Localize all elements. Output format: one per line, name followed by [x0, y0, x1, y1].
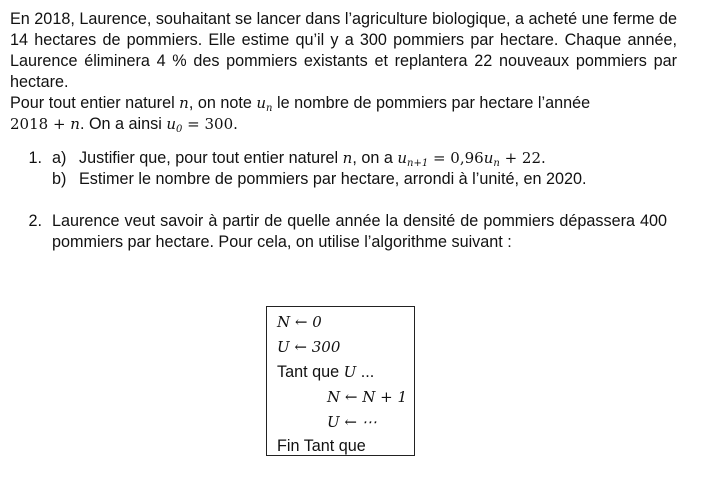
intro-paragraph: En 2018, Laurence, souhaitant se lancer dans l’agriculture biologique, a acheté une ferme de 14 hectares de pommiers. Elle estime qu’il y a 300 pommiers par hectare. Chaque année, Laurence éliminera 4 % des pommiers existants et replantera 22 nouveaux pommiers par hectare. Pour tout entier naturel n, on note $u_n$ le nombre de pommiers par hectare l’année 2018 + n. On a ainsi $u_0 = 300$.	[10, 10, 677, 135]
question-1a	[0, 148, 667, 169]
algo-line: Fin Tant que	[277, 437, 366, 455]
exercise-statement	[10, 9, 677, 135]
subquestion-letter: a)	[52, 149, 67, 167]
var-u-n: $u_n$	[256, 94, 273, 114]
algo-line: U ← 300	[277, 338, 341, 356]
question-2	[0, 211, 667, 253]
algo-line: N ← 0	[277, 313, 322, 331]
algo-line: N ← N + 1	[327, 388, 408, 406]
question-1a-text: Justifier que, pour tout entier naturel n, on a $u_{n+1} = 0,96u_n + 22$.	[79, 149, 546, 169]
algo-line: U ← ⋯	[327, 413, 377, 431]
year-expression: 2018 + n	[10, 115, 80, 133]
question-1b	[52, 169, 667, 190]
subquestion-letter: b)	[52, 170, 67, 188]
question-number: 2.	[28, 212, 42, 230]
algo-line: Tant que U ...	[277, 363, 375, 381]
question-1b-text: Estimer le nombre de pommiers par hectare, arrondi à l’unité, en 2020.	[79, 170, 587, 188]
var-n: n	[179, 94, 189, 112]
question-2-text: Laurence veut savoir à partir de quelle année la densité de pommiers dépassera 400 pommiers par hectare. Pour cela, on utilise l’algorithme suivant :	[52, 212, 667, 251]
intro-text: En 2018, Laurence, souhaitant se lancer dans l’agriculture biologique, a acheté une ferme de 14 hectares de pommiers. Elle estime qu’il y a 300 pommiers par hectare. Chaque année, Laurence éliminera 4 % des pommiers existants et replantera 22 nouveaux pommiers par hectare.	[10, 10, 677, 91]
question-number: 1.	[28, 149, 42, 167]
u0-definition: $u_0$	[166, 115, 183, 135]
algorithm-box	[266, 306, 415, 456]
question-1	[0, 148, 667, 190]
